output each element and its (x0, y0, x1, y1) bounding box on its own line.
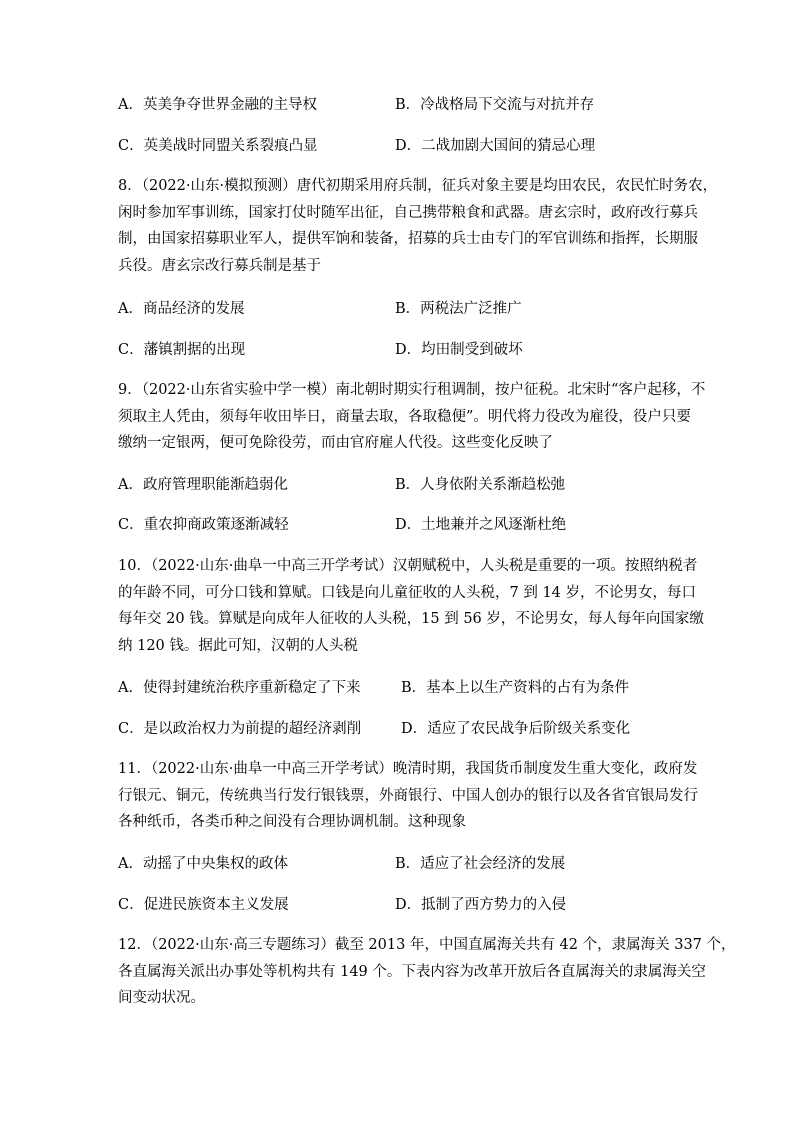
q8-option-c[interactable]: C．藩镇割据的出现 (118, 342, 246, 358)
question-line: 12．（2022·山东·高三专题练习）截至 2013 年，中国直属海关共有 42 个，隶属海关 337 个， (118, 937, 736, 953)
q9-option-c[interactable]: C．重农抑商政策逐渐减轻 (118, 517, 289, 533)
question-line: 纳 120 钱。据此可知，汉朝的人头税 (118, 637, 358, 654)
question-line: 8．（2022·山东·模拟预测）唐代初期采用府兵制，征兵对象主要是均田农民，农民忙时务农， (118, 178, 718, 194)
q10-option-row-1 (118, 677, 678, 699)
q11-option-c[interactable]: C．促进民族资本主义发展 (118, 897, 289, 913)
question-line: 各种纸币，各类币种之间没有合理协调机制。这种现象 (118, 814, 466, 830)
q9-option-a[interactable]: A．政府管理职能渐趋弱化 (118, 477, 288, 493)
q9-option-b[interactable]: B．人身依附关系渐趋松弛 (395, 477, 566, 493)
q10-option-row-2 (118, 718, 678, 740)
question-line: 各直属海关派出办事处等机构共有 149 个。下表内容为改革开放后各直属海关的隶属海关空 (118, 963, 706, 980)
q8-option-b[interactable]: B．两税法广泛推广 (395, 301, 522, 317)
question-line: 制，由国家招募职业军人，提供军饷和装备，招募的兵士由专门的军官训练和指挥，长期服 (118, 231, 698, 247)
q10-option-a[interactable]: A．使得封建统治秩序重新稳定了下来 (118, 680, 361, 696)
question-11-stem (118, 756, 698, 836)
q8-option-row-2 (118, 339, 678, 361)
q11-option-b[interactable]: B．适应了社会经济的发展 (395, 856, 566, 872)
question-line: 9．（2022·山东省实验中学一模）南北朝时期实行租调制，按户征税。北宋时“客户起移，不 (118, 382, 706, 398)
question-line: 缴纳一定银两，便可免除役劳，而由官府雇人代役。这些变化反映了 (118, 435, 553, 451)
question-line: 闲时参加军事训练，国家打仗时随军出征，自己携带粮食和武器。唐玄宗时，政府改行募兵 (118, 204, 698, 221)
question-line: 的年龄不同，可分口钱和算赋。口钱是向儿童征收的人头税，7 到 14 岁，不论男女，每口 (118, 584, 696, 601)
q8-option-d[interactable]: D．均田制受到破坏 (395, 342, 523, 358)
q8-option-row-1 (118, 298, 678, 320)
question-line: 行银元、铜元，传统典当行发行银钱票，外商银行、中国人创办的银行以及各省官银局发行 (118, 787, 698, 804)
question-line: 每年交 20 钱。算赋是向成年人征收的人头税，15 到 56 岁，不论男女，每人每年向国家缴 (118, 611, 704, 627)
question-line: 须取主人凭由，须每年收田毕日，商量去取，各取稳便”。明代将力役改为雇役，役户只要 (118, 408, 691, 425)
q10-option-b[interactable]: B．基本上以生产资料的占有为条件 (401, 680, 630, 696)
question-9-stem (118, 377, 706, 457)
question-8-stem (118, 173, 718, 279)
q9-option-row-2 (118, 514, 678, 536)
q9-option-row-1 (118, 474, 678, 496)
question-line: 10．（2022·山东·曲阜一中高三开学考试）汉朝赋税中，人头税是重要的一项。按照纳税者 (118, 558, 698, 574)
q7-option-b[interactable]: B．冷战格局下交流与对抗并存 (395, 97, 595, 113)
question-12-stem (118, 932, 736, 1012)
q7-option-row-1 (118, 94, 678, 116)
q7-option-a[interactable]: A．英美争夺世界金融的主导权 (118, 97, 317, 113)
q11-option-d[interactable]: D．抵制了西方势力的入侵 (395, 897, 567, 913)
q11-option-a[interactable]: A．动摇了中央集权的政体 (118, 856, 288, 872)
q11-option-row-1 (118, 853, 678, 875)
q10-option-d[interactable]: D．适应了农民战争后阶级关系变化 (401, 721, 631, 737)
q7-option-row-2 (118, 135, 678, 157)
q9-option-d[interactable]: D．土地兼并之风逐渐杜绝 (395, 517, 567, 533)
q8-option-a[interactable]: A．商品经济的发展 (118, 301, 245, 317)
question-10-stem (118, 553, 704, 659)
q10-option-c[interactable]: C．是以政治权力为前提的超经济剥削 (118, 721, 362, 737)
q7-option-c[interactable]: C．英美战时同盟关系裂痕凸显 (118, 138, 318, 154)
question-line: 兵役。唐玄宗改行募兵制是基于 (118, 257, 321, 274)
question-line: 11．（2022·山东·曲阜一中高三开学考试）晚清时期，我国货币制度发生重大变化，政府发 (118, 761, 698, 777)
question-line: 间变动状况。 (118, 990, 205, 1006)
q11-option-row-2 (118, 894, 678, 916)
q7-option-d[interactable]: D．二战加剧大国间的猜忌心理 (395, 138, 596, 154)
